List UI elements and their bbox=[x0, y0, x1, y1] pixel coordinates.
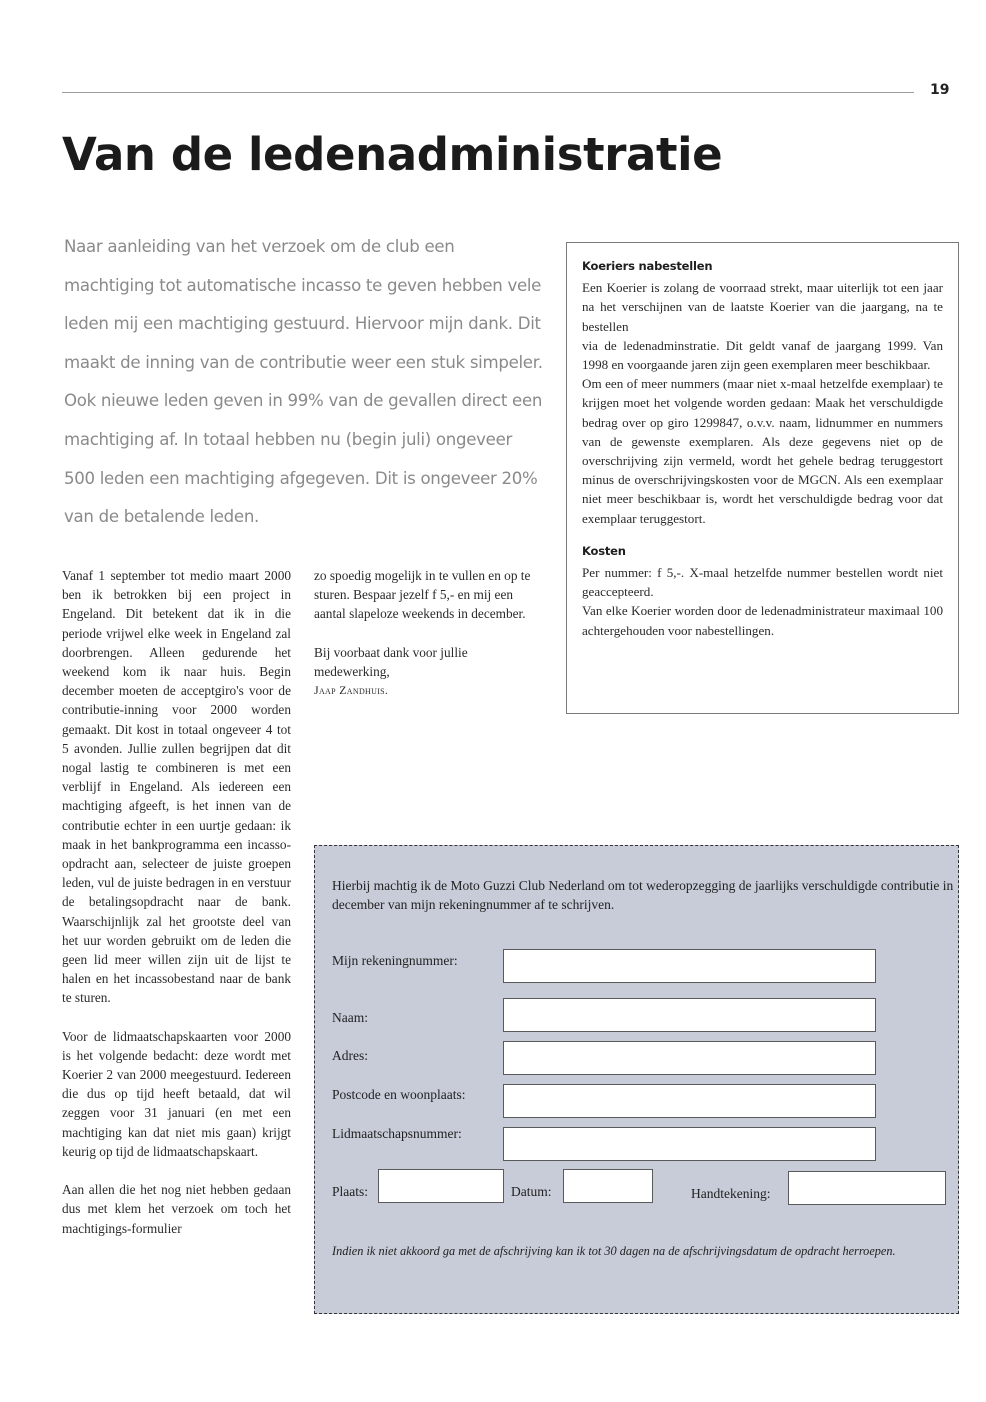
date-field[interactable] bbox=[563, 1169, 653, 1203]
sidebar-heading: Kosten bbox=[582, 543, 626, 558]
info-sidebar-box bbox=[566, 242, 959, 714]
body-paragraph: Bij voorbaat dank voor jullie medewerking, bbox=[314, 644, 468, 679]
sidebar-paragraph: via de ledenadminstratie. Dit geldt vanaf de jaargang 1999. Van 1998 en voorgaande jaren zijn geen exemplaren meer beschikbaar. bbox=[582, 337, 943, 373]
sidebar-paragraph: Een Koerier is zolang de voorraad strekt, maar uiterlijk tot een jaar na het verschijnen van de laatste Koerier van die jaargang, na te bestellen bbox=[582, 280, 943, 334]
body-paragraph: Aan allen die het nog niet hebben gedaan dus met klem het verzoek om toch het machtigings-formulier bbox=[62, 1182, 291, 1236]
account-number-label: Mijn rekeningnummer: bbox=[332, 953, 458, 968]
membership-number-field[interactable] bbox=[503, 1127, 876, 1161]
author-signature: Jaap Zandhuis. bbox=[314, 683, 389, 698]
place-field[interactable] bbox=[378, 1169, 504, 1203]
body-paragraph: Voor de lidmaatschapskaarten voor 2000 is het volgende bedacht: deze wordt met Koerier 2 van 2000 meegestuurd. Iedereen die dus op tijd heeft betaald, dat wil zeggen voor 31 januari (en met een machtiging kan dat niet mis gaan) krijgt keurig op tijd de lidmaatschapskaart. bbox=[62, 1028, 291, 1159]
postcode-city-label: Postcode en woonplaats: bbox=[332, 1087, 466, 1102]
address-label: Adres: bbox=[332, 1048, 368, 1063]
account-number-field[interactable] bbox=[503, 949, 876, 983]
header-rule bbox=[62, 92, 914, 93]
form-disclaimer: Indien ik niet akkoord ga met de afschrijving kan ik tot 30 dagen na de afschrijvingsdatum de opdracht herroepen. bbox=[332, 1244, 896, 1258]
date-label: Datum: bbox=[511, 1184, 552, 1199]
sidebar-heading: Koeriers nabestellen bbox=[582, 259, 713, 273]
name-label: Naam: bbox=[332, 1010, 368, 1025]
address-field[interactable] bbox=[503, 1041, 876, 1075]
sidebar-paragraph: Om een of meer nummers (maar niet x-maal hetzelfde exemplaar) te krijgen moet het volgende worden gedaan: Maak het verschuldigde bedrag over op giro 1299847, o.v.v. naam, lidnummer en nummers van de gewenste exemplaren. Als deze gegevens niet op de overschrijving zijn vermeld, wordt het gehele bedrag teruggestort minus de overschrijvingskosten voor de MGCN. Als een exemplaar niet meer beschikbaar is, wordt het verschuldigde bedrag voor dat exemplaar teruggestort. bbox=[582, 376, 943, 526]
signature-label: Handtekening: bbox=[691, 1186, 771, 1201]
sidebar-paragraph: Per nummer: f 5,-. X-maal hetzelfde nummer bestellen wordt niet geaccepteerd. bbox=[582, 565, 943, 600]
form-statement: Hierbij machtig ik de Moto Guzzi Club Nederland om tot wederopzegging de jaarlijks verschuldigde contributie in december van mijn rekeningnummer af te schrijven. bbox=[332, 878, 954, 912]
membership-number-label: Lidmaatschapsnummer: bbox=[332, 1126, 462, 1141]
sidebar-paragraph: Van elke Koerier worden door de ledenadministrateur maximaal 100 achtergehouden voor nabestellingen. bbox=[582, 603, 943, 638]
intro-paragraph: Naar aanleiding van het verzoek om de club een machtiging tot automatische incasso te geven hebben vele leden mij een machtiging gestuurd. Hiervoor mijn dank. Dit maakt de inning van de contributie weer een stuk simpeler. Ook nieuwe leden geven in 99% van de gevallen direct een machtiging af. In totaal hebben nu (begin juli) ongeveer 500 leden een machtiging afgegeven. Dit is ongeveer 20% van de betalende leden. bbox=[64, 237, 543, 527]
page-number: 19 bbox=[930, 82, 950, 98]
authorization-form bbox=[314, 845, 959, 1314]
place-label: Plaats: bbox=[332, 1184, 368, 1199]
signature-field[interactable] bbox=[788, 1171, 946, 1205]
body-paragraph: Vanaf 1 september tot medio maart 2000 ben ik betrokken bij een project in Engeland. Dit betekent dat ik in die periode vrijwel elke week in Engeland zal doorbrengen. Alleen gedurende het weekend kom ik naar huis. Begin december moeten de acceptgiro's voor de contributie-inning voor 2000 worden gemaakt. Dit kost in totaal ongeveer 4 tot 5 avonden. Jullie zullen begrijpen dat dit nogal lastig te combineren is met een verblijf in Engeland. Als iedereen een machtiging afgeeft, is het innen van de contributie echter in een uurtje gedaan: ik maak in het bankprogramma een incasso-opdracht aan, selecteer de juiste groepen leden, vul de juiste bedragen in en verstuur de betalingsopdracht naar de bank. Waarschijnlijk zal het grootste deel van het uur worden gebruikt om de leden die geen lid meer willen zijn uit de lijst te halen en het incassobestand naar de bank te sturen. bbox=[62, 568, 291, 1006]
postcode-city-field[interactable] bbox=[503, 1084, 876, 1118]
body-column-left bbox=[62, 566, 291, 1257]
body-paragraph: zo spoedig mogelijk in te vullen en op te sturen. Bespaar jezelf f 5,- en mij een aantal slapeloze weekends in december. bbox=[314, 568, 531, 622]
name-field[interactable] bbox=[503, 998, 876, 1032]
body-column-right bbox=[314, 566, 542, 700]
page-title: Van de ledenadministratie bbox=[62, 128, 723, 181]
